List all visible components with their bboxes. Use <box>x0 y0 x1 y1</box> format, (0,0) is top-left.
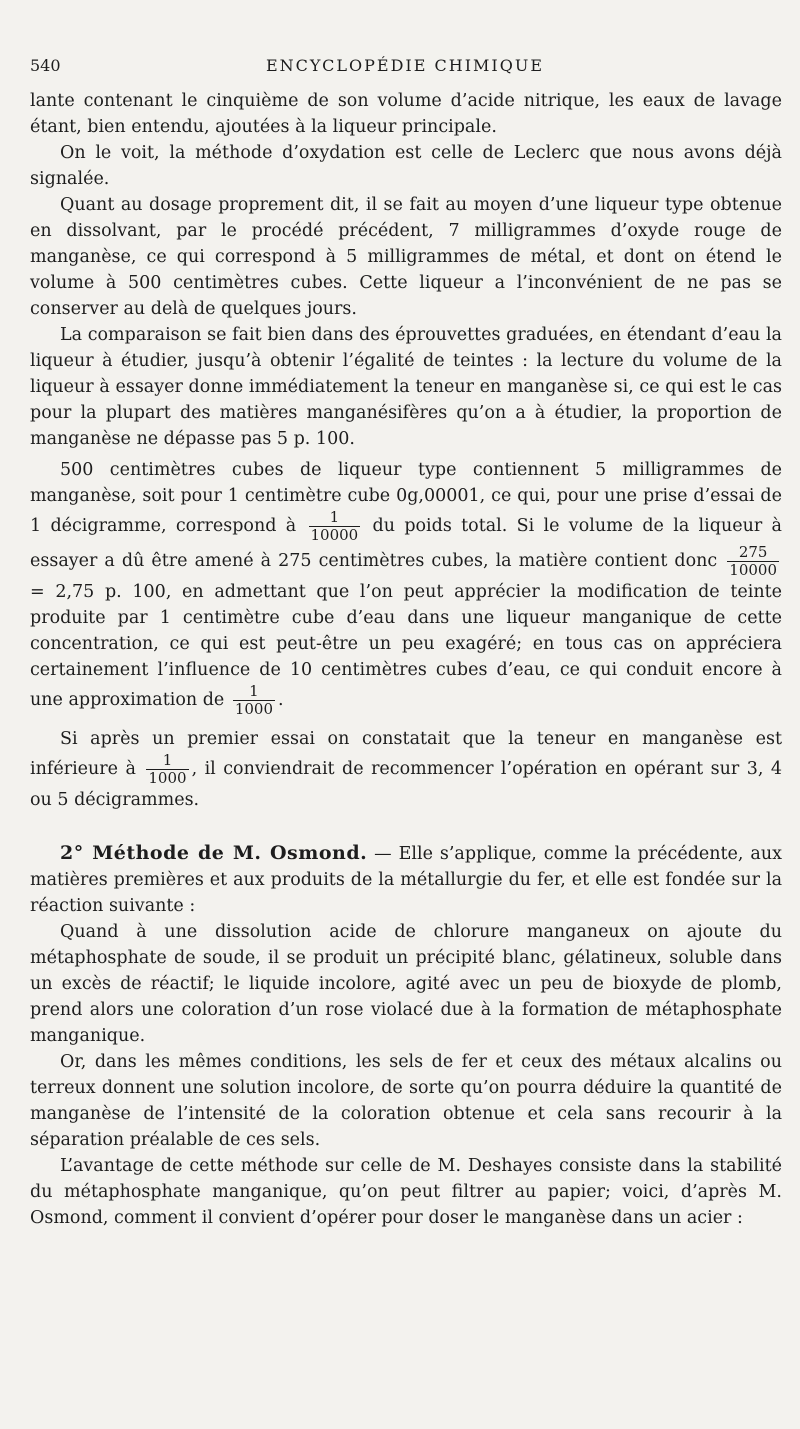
paragraph-with-fractions <box>30 452 782 721</box>
paragraph: La comparaison se fait bien dans des éprouvettes graduées, en étendant d’eau la liqueur à étudier, jusqu’à obtenir l’égalité de teintes : la lecture du volume de la liqueur à essayer donne immédiatement la teneur en manganèse si, ce qui est le cas pour la plupart des matières manganésifères qu’on a à étudier, la proportion de manganèse ne dépasse pas 5 p. 100. <box>30 325 782 449</box>
paragraph: Or, dans les mêmes conditions, les sels de fer et ceux des métaux alcalins ou terreux donnent une solution incolore, de sorte qu’on pourra déduire la quantité de manganèse de l’intensité de la coloration obtenue et cela sans recourir à la séparation préalable de ces sels. <box>30 1052 782 1150</box>
running-title: ENCYCLOPÉDIE CHIMIQUE <box>265 56 545 75</box>
page-number: 540 <box>30 56 61 75</box>
fraction <box>146 752 188 787</box>
fraction-numerator: 1 <box>162 751 173 769</box>
paragraph-with-fraction <box>30 721 782 816</box>
fraction <box>233 683 275 718</box>
fraction <box>309 509 361 544</box>
paragraph: Quand à une dissolution acide de chlorure manganeux on ajoute du métaphosphate de soude, il se produit un précipité blanc, gélatineux, soluble dans un excès de réactif; le liquide incolore, agité avec un peu de bioxyde de plomb, prend alors une coloration d’un rose violacé due à la formation de métaphosphate manganique. <box>30 922 782 1046</box>
fraction-numerator: 1 <box>249 682 259 700</box>
text-run: du poids total. Si le volume de la liqueur à essayer a dû être amené à 275 centimètres cubes, la matière contient donc <box>30 516 782 571</box>
paragraph: lante contenant le cinquième de son volume d’acide nitrique, les eaux de lavage étant, bien entendu, ajoutées à la liqueur principale. <box>30 91 782 137</box>
fraction-denominator: 1000 <box>148 769 187 787</box>
text-run: Si après un premier essai on constatait que la teneur en manganèse est inférieure à <box>30 729 782 779</box>
body-text <box>30 88 782 1231</box>
section-heading: 2° Méthode de M. Osmond. <box>60 842 368 864</box>
page-header <box>30 56 780 80</box>
text-run: — Elle s’applique, comme la précédente, aux matières premières et aux produits de la métallurgie du fer, et elle est fondée sur la réaction suivante : <box>30 844 782 916</box>
text-run: 500 centimètres cubes de liqueur type contiennent 5 milligrammes de manganèse, soit pour 1 centimètre cube 0g,00001, ce qui, pour une prise d’essai de 1 décigramme, correspond à <box>30 460 782 536</box>
fraction-denominator: 10000 <box>729 561 777 579</box>
fraction-denominator: 1000 <box>234 700 274 718</box>
paragraph: L’avantage de cette méthode sur celle de M. Deshayes consiste dans la stabilité du métaphosphate manganique, qu’on peut filtrer au papier; voici, d’après M. Osmond, comment il convient d’opérer pour doser le manganèse dans un acier : <box>30 1156 782 1228</box>
fraction <box>727 544 779 579</box>
text-run: = 2,75 p. 100, en admettant que l’on peut apprécier la modification de teinte produite par 1 centimètre cube d’eau dans une liqueur manganique de cette concentration, ce qui est peut-être un peu exagéré; en tous cas on appréciera certainement l’influence de 10 centimètres cubes d’eau, ce qui conduit encore à une approximation de <box>30 582 782 710</box>
section-paragraph <box>30 840 782 919</box>
text-run: . <box>278 690 284 710</box>
text-run: , il conviendrait de recommencer l’opération en opérant sur 3, 4 ou 5 décigrammes. <box>30 759 782 810</box>
fraction-numerator: 275 <box>738 543 768 561</box>
fraction-numerator: 1 <box>329 508 340 526</box>
paragraph: Quant au dosage proprement dit, il se fait au moyen d’une liqueur type obtenue en dissolvant, par le procédé précédent, 7 milligrammes d’oxyde rouge de manganèse, ce qui correspond à 5 milligrammes de métal, et dont on étend le volume à 500 centimètres cubes. Cette liqueur a l’inconvénient de ne pas se conserver au delà de quelques jours. <box>30 195 782 319</box>
paragraph: On le voit, la méthode d’oxydation est celle de Leclerc que nous avons déjà signalée. <box>30 143 782 189</box>
fraction-denominator: 10000 <box>310 526 359 544</box>
